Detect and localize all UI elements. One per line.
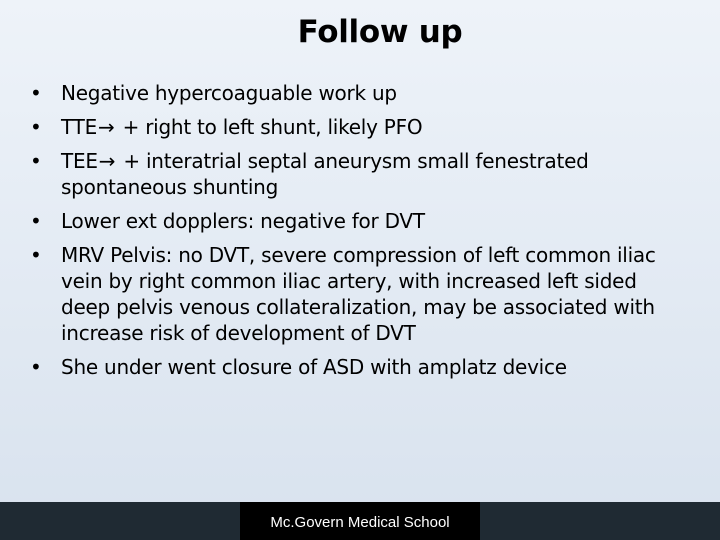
bullet-item-tee (30, 148, 690, 200)
bullet-text: Lower ext dopplers: negative for DVT (61, 209, 425, 233)
footer-school-name: Mc.Govern Medical School (240, 502, 480, 540)
bullet-item-dopplers (30, 208, 690, 234)
bullet-item-asd-closure (30, 354, 690, 380)
bullet-prefix: TEE (61, 149, 98, 173)
bullet-item-tte (30, 114, 690, 140)
bullet-text: She under went closure of ASD with amplatz device (61, 355, 567, 379)
slide-title: Follow up (297, 14, 463, 50)
bullet-item-mrv-pelvis (30, 242, 690, 346)
arrow-right-icon: → (98, 149, 116, 173)
bullet-text: + interatrial septal aneurysm small fenestrated spontaneous shunting (61, 149, 589, 199)
bullet-text: Negative hypercoaguable work up (61, 81, 397, 105)
arrow-right-icon: → (97, 115, 115, 139)
bullet-item-hypercoaguable (30, 80, 690, 106)
bullet-text: MRV Pelvis: no DVT, severe compression of left common iliac vein by right common iliac artery, with increased left sided deep pelvis venous collateralization, may be associated with increase risk of development of DVT (61, 243, 656, 345)
bullet-prefix: TTE (61, 115, 97, 139)
bullet-text: + right to left shunt, likely PFO (116, 115, 423, 139)
bullet-list (30, 80, 690, 388)
